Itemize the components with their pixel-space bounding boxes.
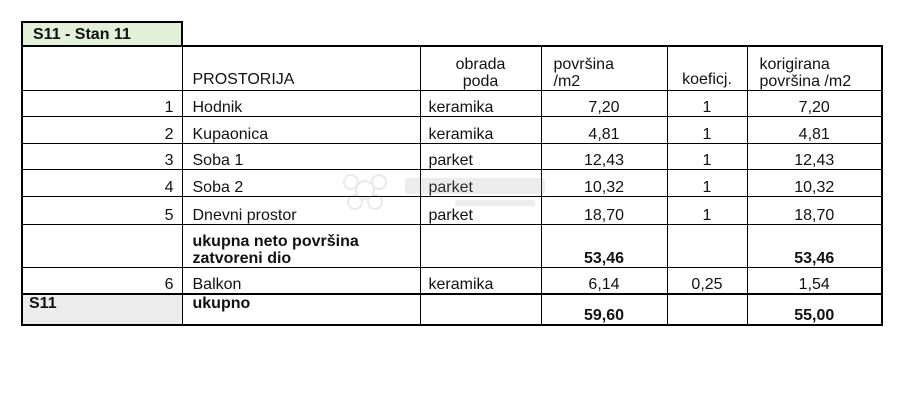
table-row — [22, 267, 882, 294]
room-name: Balkon — [182, 267, 420, 294]
floor-type: keramika — [420, 116, 541, 143]
coef-value: 1 — [667, 196, 747, 224]
subtotal-label — [182, 224, 420, 267]
area-value: 6,14 — [541, 267, 667, 294]
header-corr — [747, 46, 882, 90]
floor-type: keramika — [420, 267, 541, 294]
header-area-line1: površina — [553, 55, 614, 73]
table-row — [22, 90, 882, 116]
header-area — [541, 46, 667, 90]
table-row — [22, 116, 882, 143]
area-value: 4,81 — [541, 116, 667, 143]
room-name: Soba 2 — [182, 169, 420, 196]
row-number: 6 — [22, 267, 182, 294]
table-row — [22, 196, 882, 224]
total-row — [22, 294, 882, 325]
subtotal-corrected-area: 53,46 — [747, 224, 882, 267]
corrected-area-value: 7,20 — [747, 90, 882, 116]
row-number: 2 — [22, 116, 182, 143]
corrected-area-value: 4,81 — [747, 116, 882, 143]
total-area: 59,60 — [541, 294, 667, 325]
corrected-area-value: 18,70 — [747, 196, 882, 224]
area-value: 12,43 — [541, 143, 667, 169]
row-number: 1 — [22, 90, 182, 116]
area-value: 7,20 — [541, 90, 667, 116]
header-row — [22, 46, 882, 90]
floor-type: parket — [420, 143, 541, 169]
row-number: 4 — [22, 169, 182, 196]
header-room: PROSTORIJA — [182, 46, 420, 90]
header-floor-line1: obrada — [455, 55, 506, 73]
coef-value: 1 — [667, 116, 747, 143]
area-value: 10,32 — [541, 169, 667, 196]
area-table — [21, 21, 883, 326]
corrected-area-value: 12,43 — [747, 143, 882, 169]
floor-type: parket — [420, 196, 541, 224]
header-corr-line2: površina /m2 — [759, 72, 852, 90]
table-row — [22, 143, 882, 169]
total-code: S11 — [22, 294, 182, 325]
total-label: ukupno — [182, 294, 420, 325]
subtotal-area: 53,46 — [541, 224, 667, 267]
corrected-area-value: 1,54 — [747, 267, 882, 294]
header-floor-line2: poda — [462, 72, 499, 90]
room-name: Kupaonica — [182, 116, 420, 143]
area-value: 18,70 — [541, 196, 667, 224]
subtotal-label-line1: ukupna neto površina — [192, 232, 359, 250]
room-name: Soba 1 — [182, 143, 420, 169]
subtotal-label-line2: zatvoreni dio — [192, 249, 292, 267]
coef-value: 1 — [667, 90, 747, 116]
corrected-area-value: 10,32 — [747, 169, 882, 196]
subtotal-row — [22, 224, 882, 267]
header-coef: koeficj. — [667, 46, 747, 90]
coef-value: 1 — [667, 143, 747, 169]
sheet-title: S11 - Stan 11 — [22, 22, 182, 46]
coef-value: 0,25 — [667, 267, 747, 294]
row-number: 5 — [22, 196, 182, 224]
header-area-line2: /m2 — [553, 72, 581, 90]
table-row — [22, 169, 882, 196]
floor-type: keramika — [420, 90, 541, 116]
apartment-area-sheet — [21, 21, 883, 326]
row-number: 3 — [22, 143, 182, 169]
coef-value: 1 — [667, 169, 747, 196]
total-corrected-area: 55,00 — [747, 294, 882, 325]
room-name: Hodnik — [182, 90, 420, 116]
floor-type: parket — [420, 169, 541, 196]
header-floor — [420, 46, 541, 90]
room-name: Dnevni prostor — [182, 196, 420, 224]
header-corr-line1: korigirana — [759, 55, 830, 73]
